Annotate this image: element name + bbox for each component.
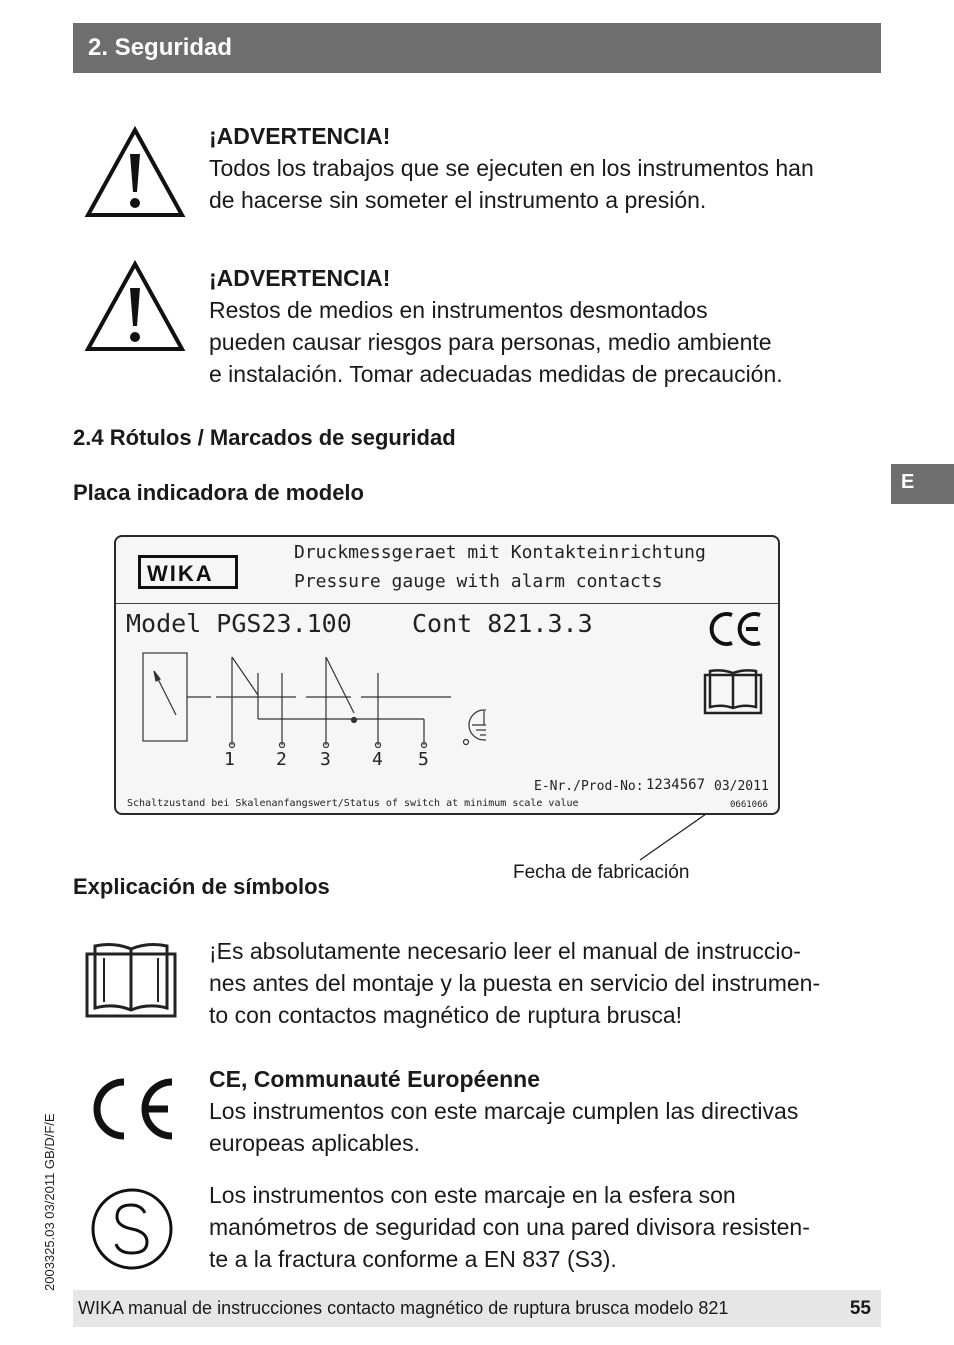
nameplate-divider (116, 603, 778, 604)
nameplate-desc-en: Pressure gauge with alarm contacts (294, 571, 663, 592)
wika-logo (138, 555, 238, 589)
nameplate-cont: Cont 821.3.3 (412, 609, 593, 638)
symbol-ce-line: Los instrumentos con este marcaje cumplen las directivas (209, 1098, 799, 1124)
wika-logo-text: WIKA (147, 561, 214, 586)
s3-safety-icon (89, 1186, 175, 1272)
prod-no-value: 1234567 (646, 777, 706, 793)
warning-2-line: e instalación. Tomar adecuadas medidas de precaución. (209, 361, 783, 387)
symbol-manual-line: ¡Es absolutamente necesario leer el manual de instruccio- (209, 938, 801, 964)
language-tab (891, 464, 954, 504)
manual-book-icon (84, 940, 178, 1020)
warning-triangle-icon (84, 126, 186, 219)
terminal-label: 4 (372, 749, 383, 770)
terminal-label: 2 (276, 749, 287, 770)
warning-2-text (209, 262, 783, 390)
manual-book-icon (702, 667, 764, 717)
language-tab-label: E (901, 471, 915, 493)
terminal-label: 5 (418, 749, 429, 770)
terminal-label: 3 (320, 749, 331, 770)
contact-wiring-diagram (126, 647, 486, 772)
date-callout-line (630, 812, 710, 862)
section-title: 2. Seguridad (88, 34, 233, 61)
section-heading: 2.4 Rótulos / Marcados de seguridad (73, 425, 456, 450)
symbol-s3-line: manómetros de seguridad con una pared divisora resisten- (209, 1214, 810, 1240)
page-footer (73, 1290, 881, 1327)
page-number: 55 (849, 1298, 871, 1319)
document-code: 2003325.03 03/2011 GB/D/F/E (42, 1113, 57, 1291)
footer-text: WIKA manual de instrucciones contacto magnético de ruptura brusca modelo 821 (78, 1298, 729, 1318)
symbol-ce-line: europeas aplicables. (209, 1130, 420, 1156)
warning-2-line: Restos de medios en instrumentos desmontados (209, 297, 708, 323)
nameplate-desc-de: Druckmessgeraet mit Kontakteinrichtung (294, 542, 706, 563)
symbol-ce-text (209, 1063, 798, 1159)
warning-1-title: ¡ADVERTENCIA! (209, 123, 391, 149)
subheading-symbols: Explicación de símbolos (73, 874, 330, 899)
symbol-manual-text (209, 935, 820, 1031)
symbol-manual-line: to con contactos magnético de ruptura brusca! (209, 1002, 683, 1028)
subheading-nameplate: Placa indicadora de modelo (73, 480, 364, 505)
symbol-ce-title: CE, Communauté Européenne (209, 1066, 540, 1092)
warning-1-line: de hacerse sin someter el instrumento a presión. (209, 187, 707, 213)
manufacture-date-caption: Fecha de fabricación (513, 862, 690, 883)
prod-no-label: E-Nr./Prod-No: (534, 779, 644, 794)
warning-2-title: ¡ADVERTENCIA! (209, 265, 391, 291)
symbol-s3-line: Los instrumentos con este marcaje en la esfera son (209, 1182, 736, 1208)
warning-2-line: pueden causar riesgos para personas, medio ambiente (209, 329, 772, 355)
ce-mark-icon (708, 609, 764, 649)
symbol-s3-text (209, 1179, 810, 1275)
switch-status-text: Schaltzustand bei Skalenanfangswert/Status of switch at minimum scale value (127, 798, 579, 809)
section-header (73, 23, 881, 73)
symbol-s3-line: te a la fractura conforme a EN 837 (S3). (209, 1246, 617, 1272)
warning-1-text (209, 120, 814, 216)
nameplate-model: Model PGS23.100 (126, 609, 352, 638)
symbol-manual-line: nes antes del montaje y la puesta en servicio del instrumen- (209, 970, 821, 996)
warning-1-line: Todos los trabajos que se ejecuten en los instrumentos han (209, 155, 814, 181)
ce-mark-icon (86, 1074, 176, 1144)
prod-date: 03/2011 (714, 779, 769, 794)
terminal-label: 1 (224, 749, 235, 770)
warning-triangle-icon (84, 260, 186, 353)
nameplate-code: 0661066 (730, 800, 768, 810)
model-nameplate (114, 535, 780, 815)
